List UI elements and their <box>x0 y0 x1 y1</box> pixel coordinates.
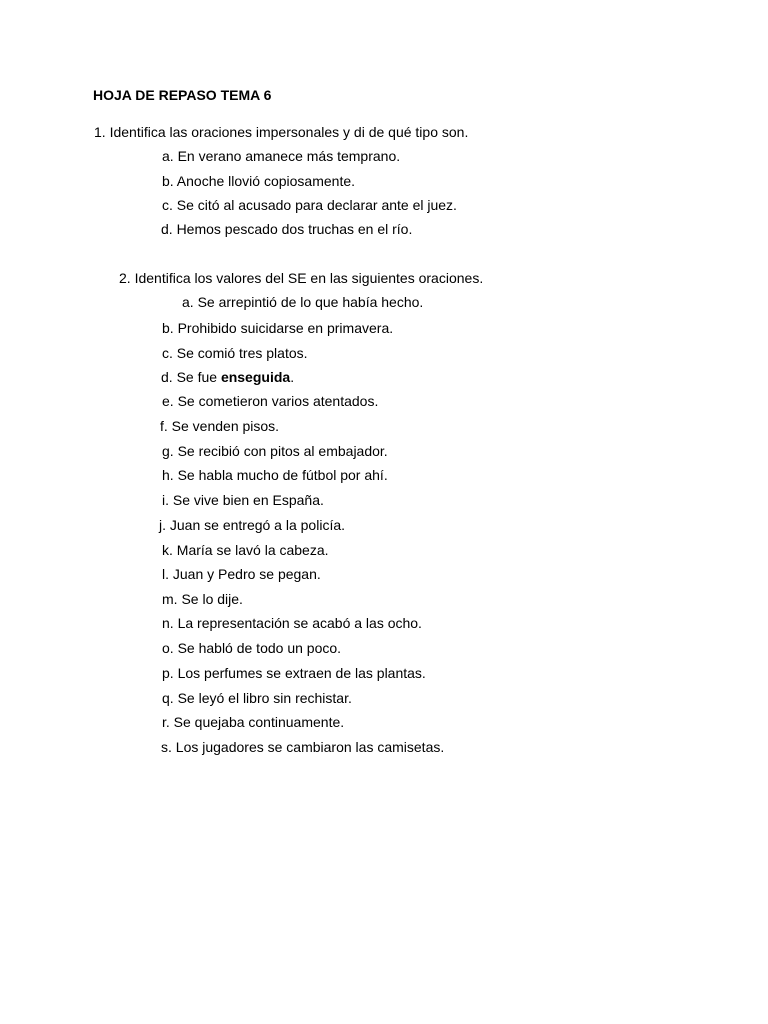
section2-item-o: o. Se habló de todo un poco. <box>162 640 342 656</box>
document-title: HOJA DE REPASO TEMA 6 <box>93 87 272 103</box>
section1-item-b: b. Anoche llovió copiosamente. <box>162 173 356 189</box>
section2-item-s: s. Los jugadores se cambiaron las camisetas. <box>161 739 445 755</box>
section2-item-p: p. Los perfumes se extraen de las plantas. <box>162 665 426 681</box>
section2-item-j: j. Juan se entregó a la policía. <box>159 517 346 533</box>
section2-item-d-bold: enseguida <box>220 369 291 385</box>
section2-item-d-text: d. Se fue <box>161 369 221 385</box>
section2-item-m: m. Se lo dije. <box>162 591 243 607</box>
section1-item-a: a. En verano amanece más temprano. <box>162 148 401 164</box>
section2-item-h: h. Se habla mucho de fútbol por ahí. <box>162 467 388 483</box>
section1-heading: 1. Identifica las oraciones impersonales y di de qué tipo son. <box>94 124 469 140</box>
section2-item-c: c. Se comió tres platos. <box>162 345 308 361</box>
section2-heading: 2. Identifica los valores del SE en las siguientes oraciones. <box>119 270 484 286</box>
section2-item-g: g. Se recibió con pitos al embajador. <box>162 443 388 459</box>
section2-item-l: l. Juan y Pedro se pegan. <box>162 566 321 582</box>
section2-item-r: r. Se quejaba continuamente. <box>162 714 345 730</box>
section2-item-k: k. María se lavó la cabeza. <box>162 542 329 558</box>
section1-item-c: c. Se citó al acusado para declarar ante el juez. <box>162 197 457 213</box>
section2-item-a: a. Se arrepintió de lo que había hecho. <box>182 294 424 310</box>
section2-item-f: f. Se venden pisos. <box>160 418 280 434</box>
section2-item-i: i. Se vive bien en España. <box>162 492 324 508</box>
section2-item-d <box>161 368 294 386</box>
section2-item-n: n. La representación se acabó a las ocho. <box>162 615 422 631</box>
section1-item-d: d. Hemos pescado dos truchas en el río. <box>161 221 413 237</box>
section2-item-b: b. Prohibido suicidarse en primavera. <box>162 320 394 336</box>
section2-item-e: e. Se cometieron varios atentados. <box>162 393 379 409</box>
section2-item-q: q. Se leyó el libro sin rechistar. <box>162 690 352 706</box>
section2-item-d-end: . <box>290 369 295 385</box>
